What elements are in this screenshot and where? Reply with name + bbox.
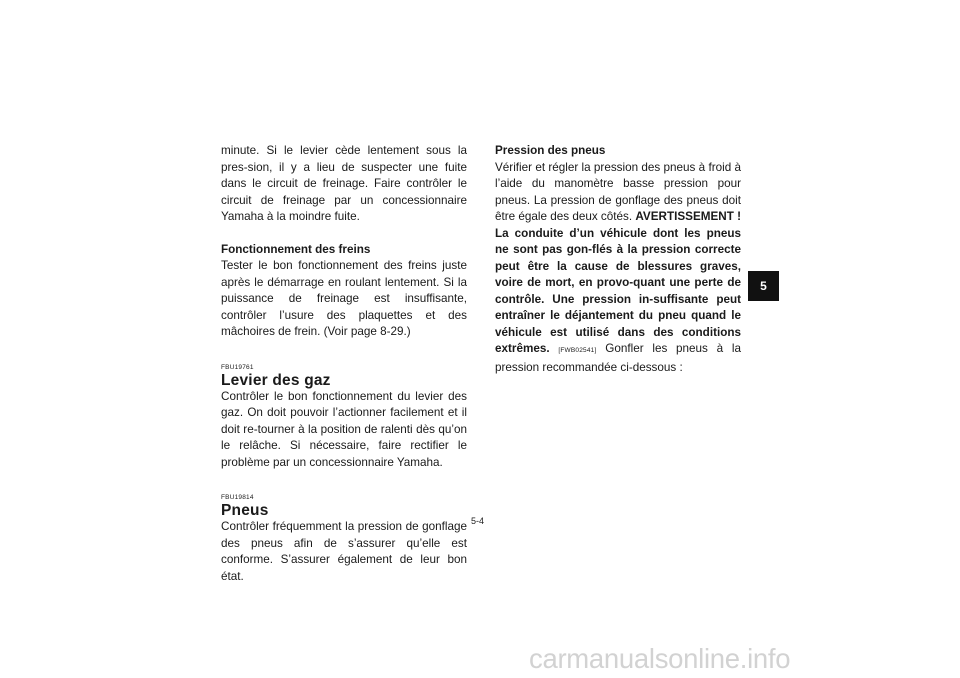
tires-ref-code: FBU19814: [221, 494, 254, 501]
right-column: [495, 143, 741, 376]
spacer: [221, 471, 467, 493]
brake-lever-continuation: minute. Si le levier cède lentement sous la pres-sion, il y a lieu de suspecter une fuite dans le circuit de freinage. Faire contrôler le circuit de freinage par un concessionnaire Yamaha à la moindre fuite.: [221, 144, 467, 223]
tires-section-title: Pneus: [221, 502, 269, 519]
brakes-heading: Fonctionnement des freins: [221, 242, 371, 256]
watermark: carmanualsonline.info: [529, 643, 791, 674]
throttle-ref-code: FBU19761: [221, 363, 254, 371]
inflate-instructions: Gonfler les pneus à la pression recommandée ci-dessous :: [495, 342, 742, 374]
throttle-text: Contrôler le bon fonctionnement du levier des gaz. On doit pouvoir l’actionner facilement et il doit re-tourner à la position de ralenti dès qu’on le relâche. Si nécessaire, faire rectifier le problème par un concessionnaire Yamaha.: [221, 389, 467, 469]
tire-pressure-text: [495, 160, 741, 377]
page-number: 5-4: [471, 516, 485, 526]
brakes-text: Tester le bon fonctionnement des freins juste après le démarrage en roulant lentement. Si la puissance de freinage est insuffisante, contrôler l’usure des plaquettes et des mâchoires de frein. (Voir page 8-29.): [221, 259, 467, 338]
warning-ref-code: [FWB02541]: [558, 347, 597, 354]
left-column: [221, 143, 467, 585]
tire-pressure-heading: Pression des pneus: [495, 144, 606, 157]
spacer: [221, 341, 467, 363]
warning-text: AVERTISSEMENT ! La conduite d’un véhicule dont les pneus ne sont pas gon-flés à la pression correcte peut être la cause de blessures graves, voire de mort, en provo-quant une perte de contrôle. Une pression in-suffisante peut entraîner le déjantement du pneu quand le véhicule est utilisé dans des conditions extrêmes.: [495, 210, 741, 355]
pressure-instructions: Vérifier et régler la pression des pneus à froid à l’aide du manomètre basse pression pour pneus. La pression de gonflage des pneus doit être égale des deux côtés.: [495, 160, 741, 223]
chapter-tab: 5: [748, 271, 779, 301]
throttle-section-title: Levier des gaz: [221, 371, 331, 389]
tires-text: Contrôler fréquemment la pression de gonflage des pneus afin de s’assurer qu’elle est conforme. S’assurer également de leur bon état.: [221, 520, 467, 583]
